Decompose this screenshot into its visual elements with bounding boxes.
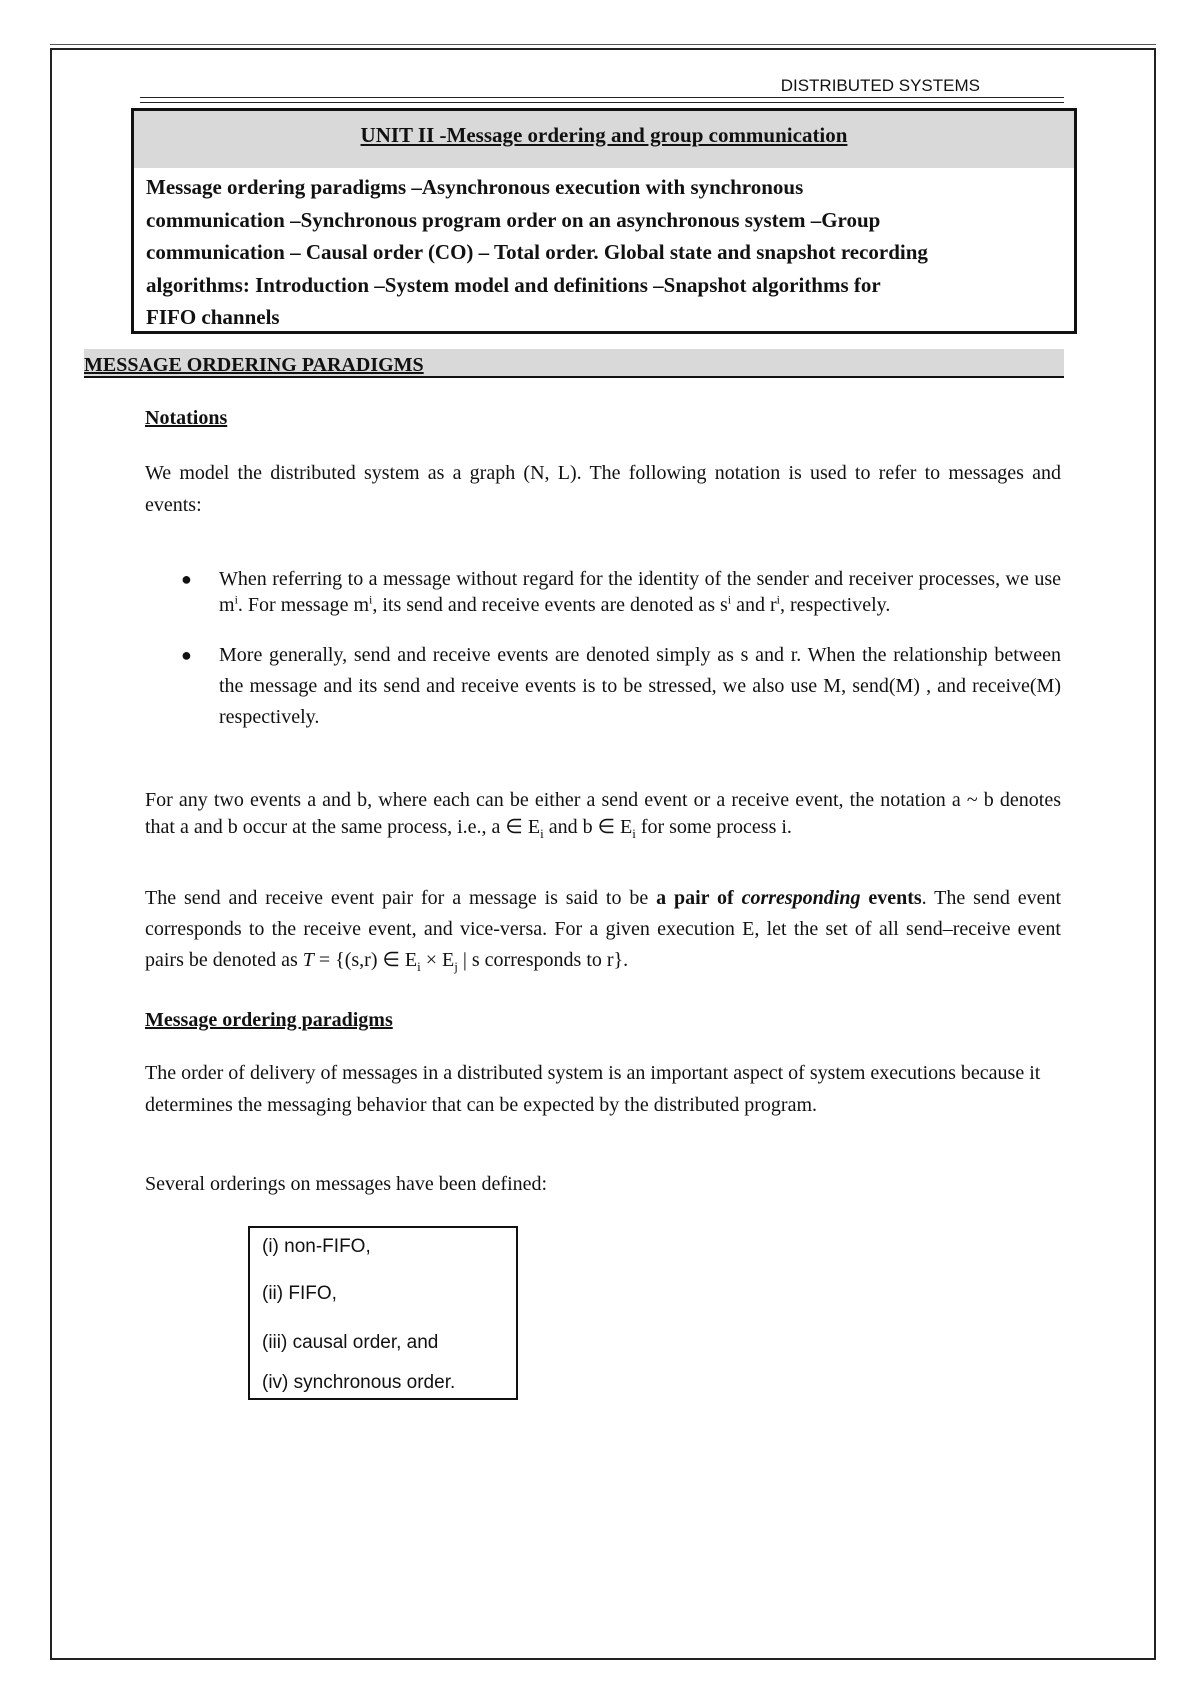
syllabus-line: FIFO channels	[146, 305, 280, 329]
events-paragraph: For any two events a and b, where each can be either a send event or a receive event, the notation a ~ b denotes that a and b occur at the same process, i.e., a ∈ $E_i$ and b ∈ $E_i$ for some process i.	[145, 789, 1061, 841]
unit-box	[131, 108, 1077, 334]
ordering-item: (iii) causal order, and	[262, 1332, 439, 1353]
syllabus-line: communication – Causal order (CO) – Total order. Global state and snapshot recording	[146, 240, 928, 264]
running-head: DISTRIBUTED SYSTEMS	[780, 76, 980, 95]
corresponding-events-paragraph: The send and receive event pair for a message is said to be a pair of corresponding events. The send event corresponds to the receive event, and vice-versa. For a given execution E, let the set of all send–receive event pairs be denoted as T = {(s,r) ∈ $E_i \times E_j$ | s corresponds to r}.	[145, 887, 1061, 974]
ordering-item: (ii) FIFO,	[262, 1283, 337, 1304]
notation-bullets	[145, 566, 1061, 733]
top-rule	[50, 44, 1156, 45]
notations-intro: We model the distributed system as a graph (N, L). The following notation is used to refer to messages and events:	[145, 462, 1061, 516]
orderings-box	[248, 1226, 518, 1400]
orderings-intro: Several orderings on messages have been defined:	[145, 1173, 548, 1195]
syllabus-line: algorithms: Introduction –System model and definitions –Snapshot algorithms for	[146, 272, 881, 297]
notations-heading: Notations	[145, 407, 228, 429]
ordering-item: (iv) synchronous order.	[262, 1372, 456, 1393]
unit-title: UNIT II -Message ordering and group communication	[360, 123, 848, 147]
section-title: MESSAGE ORDERING PARADIGMS	[84, 354, 424, 376]
bullet-item: ● When referring to a message without regard for the identity of the sender and receiver processes, we use $m^i$. For message $m^i$, its send and receive events are denoted as $s^i$ and $r^i$, respectively.	[181, 568, 1061, 616]
section-band	[84, 349, 1064, 378]
header-rule-2	[140, 102, 1064, 103]
ordering-item: (i) non-FIFO,	[262, 1236, 371, 1257]
header-rule-1	[140, 97, 1064, 98]
bullet-dot-icon: ●	[181, 569, 192, 589]
paradigms-heading: Message ordering paradigms	[145, 1009, 393, 1031]
bullet-item: ● More generally, send and receive events are denoted simply as s and r. When the relationship between the message and its send and receive events is to be stressed, we also use M, send(M) , and receive(M) respectively.	[145, 640, 1061, 733]
syllabus-line: communication –Synchronous program order on an asynchronous system –Group	[146, 207, 881, 232]
paradigms-paragraph: The order of delivery of messages in a distributed system is an important aspect of system executions because it determines the messaging behavior that can be expected by the distributed program.	[145, 1062, 1041, 1116]
unit-syllabus	[146, 171, 1062, 334]
bullet-dot-icon: ●	[181, 645, 192, 665]
syllabus-line: Message ordering paradigms –Asynchronous execution with synchronous	[146, 175, 804, 199]
